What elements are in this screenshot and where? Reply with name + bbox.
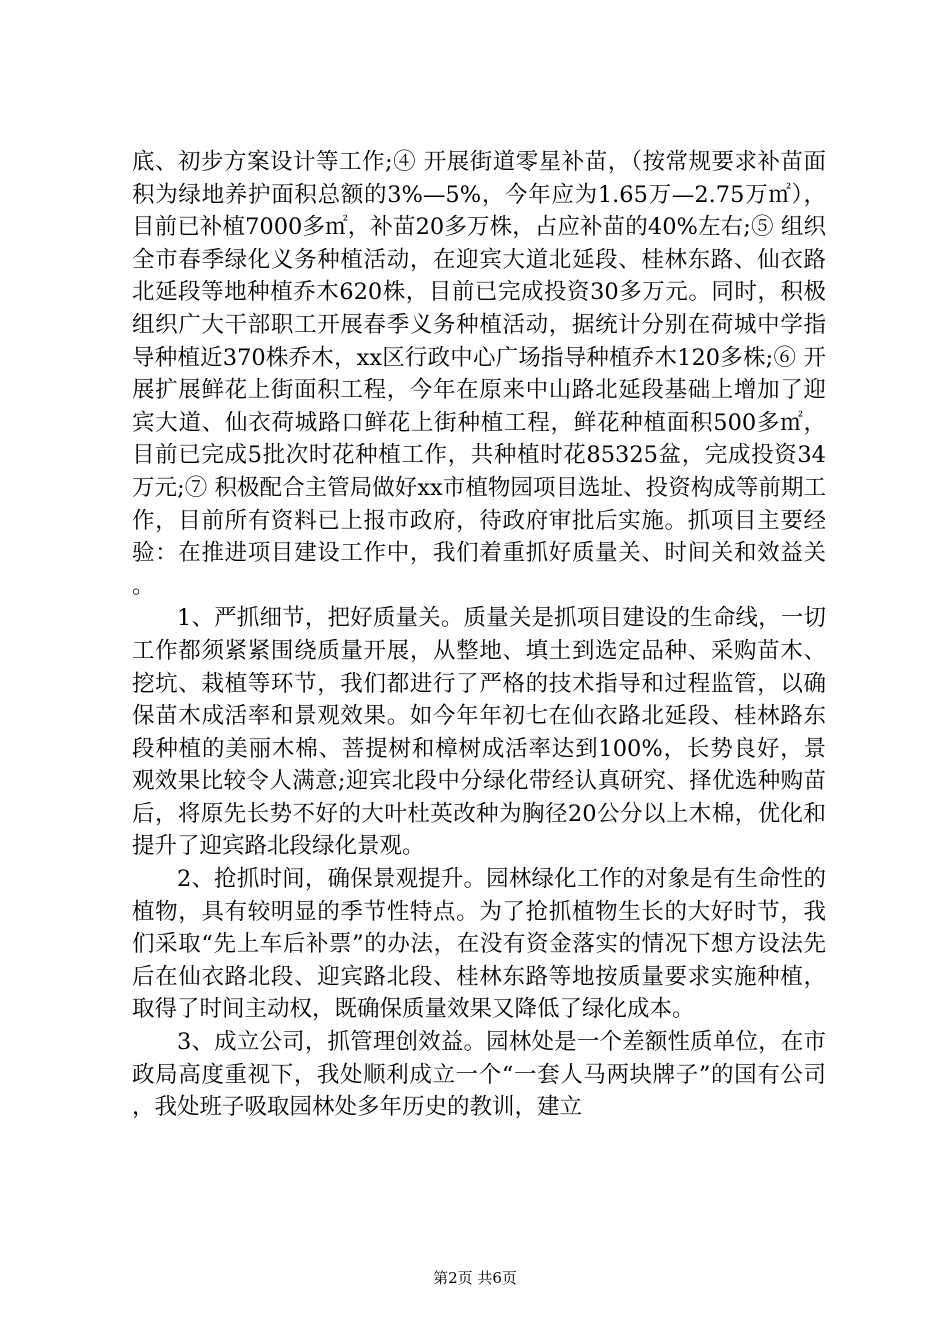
paragraph-timing: 2、抢抓时间，确保景观提升。园林绿化工作的对象是有生命性的植物，具有较明显的季节性特点。为了抢抓植物生长的大好时节，我们采取“先上车后补票”的办法，在没有资金落实的情况下想方设法先后在仙衣路北段、迎宾路北段、桂林东路等地按质量要求实施种植，取得了时间主动权，既确保质量效果又降低了绿化成本。 <box>132 866 826 1023</box>
paragraph-quality: 1、严抓细节，把好质量关。质量关是抓项目建设的生命线，一切工作都须紧紧围绕质量开展，从整地、填土到选定品种、采购苗木、挖坑、栽植等环节，我们都进行了严格的技术指导和过程监管，以确保苗木成活率和景观效果。如今年年初七在仙衣路北延段、桂林路东段种植的美丽木棉、菩提树和樟树成活率达到100%，长势良好，景观效果比较令人满意;迎宾北段中分绿化带经认真研究、择优选种购苗后，将原先长势不好的大叶杜英改种为胸径20公分以上木棉，优化和提升了迎宾路北段绿化景观。 <box>132 605 826 860</box>
document-body <box>132 146 826 1124</box>
paragraph-company: 3、成立公司，抓管理创效益。园林处是一个差额性质单位，在市政局高度重视下，我处顺利成立一个“一套人马两块牌子”的国有公司，我处班子吸取园林处多年历史的教训，建立 <box>132 1029 826 1121</box>
paragraph-continued: 底、初步方案设计等工作;④ 开展街道零星补苗，（按常规要求补苗面积为绿地养护面积总额的3%—5%，今年应为1.65万—2.75万㎡），目前已补植7000多㎡，补苗20多万株，占应补苗的40%左右;⑤ 组织全市春季绿化义务种植活动，在迎宾大道北延段、桂林东路、仙衣路北延段等地种植乔木620株，目前已完成投资30多万元。同时，积极组织广大干部职工开展春季义务种植活动，据统计分别在荷城中学指导种植近370株乔木，xx区行政中心广场指导种植乔木120多株;⑥ 开展扩展鲜花上街面积工程，今年在原来中山路北延段基础上增加了迎宾大道、仙衣荷城路口鲜花上街种植工程，鲜花种植面积500多㎡，目前已完成5批次时花种植工作，共种植时花85325盆，完成投资34万元;⑦ 积极配合主管局做好xx市植物园项目选址、投资构成等前期工作，目前所有资料已上报市政府，待政府审批后实施。抓项目主要经验：在推进项目建设工作中，我们着重抓好质量关、时间关和效益关。 <box>132 149 826 599</box>
page-footer: 第2页 共6页 <box>433 1269 517 1287</box>
